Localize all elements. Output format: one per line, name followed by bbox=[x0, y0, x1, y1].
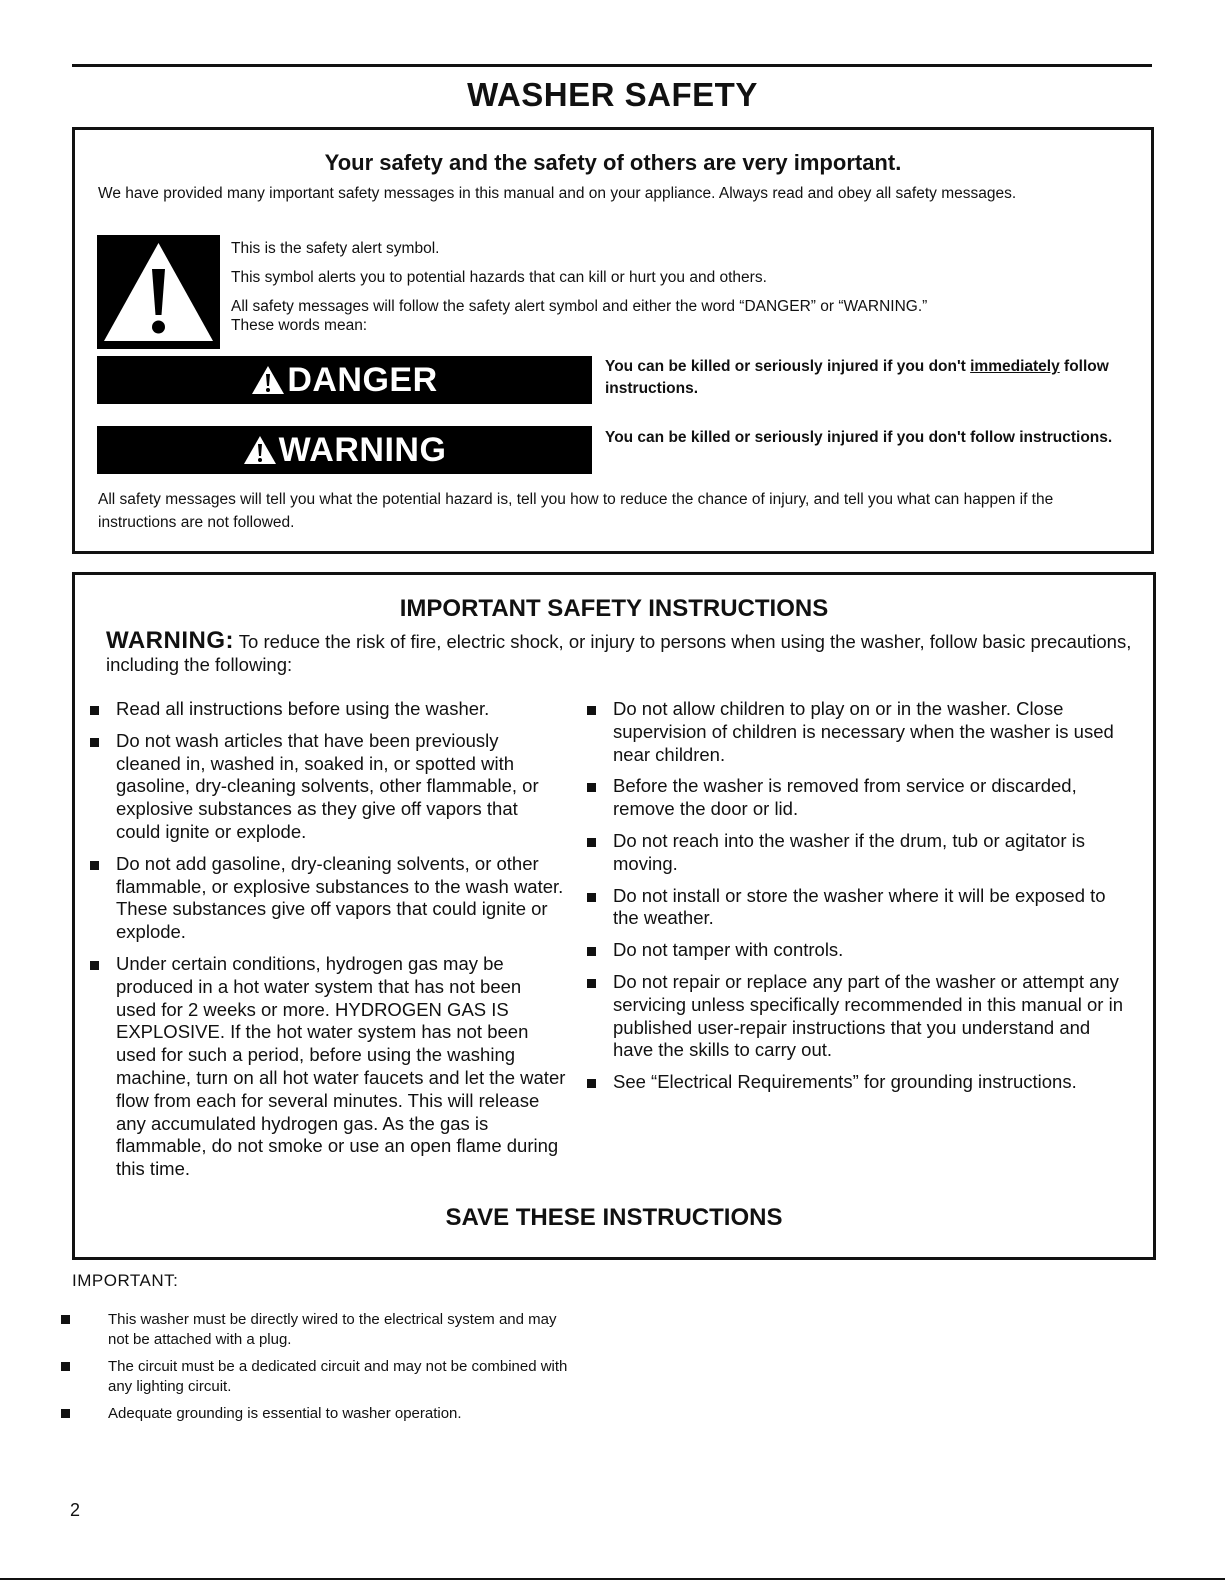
list-item bbox=[60, 1357, 580, 1397]
page-number: 2 bbox=[70, 1500, 81, 1520]
important-notes-list bbox=[60, 1310, 580, 1431]
bullet-square-icon bbox=[587, 979, 596, 988]
list-item-text: Before the washer is removed from service or discarded, remove the door or lid. bbox=[613, 775, 1077, 820]
warning-intro bbox=[106, 629, 1136, 676]
danger-text-part: follow instructions. bbox=[605, 358, 1109, 397]
bullet-square-icon bbox=[587, 947, 596, 956]
bullet-square-icon bbox=[587, 706, 596, 715]
safety-messages-footer: All safety messages will tell you what the potential hazard is, tell you how to reduce the chance of injury, and tell you what can happen if the instructions are not followed. bbox=[98, 491, 1054, 531]
list-item bbox=[585, 698, 1125, 766]
danger-definition bbox=[605, 356, 1130, 400]
danger-text-emphasis: immediately bbox=[970, 358, 1060, 375]
list-item bbox=[585, 775, 1125, 821]
bullet-square-icon bbox=[61, 1409, 70, 1418]
warning-label: WARNING bbox=[278, 430, 447, 469]
danger-signal-bar bbox=[97, 356, 592, 404]
list-item-text: Do not add gasoline, dry-cleaning solvents, or other flammable, or explosive substances to the wash water. These substances give off vapors that could ignite or explode. bbox=[116, 852, 564, 943]
bullet-square-icon bbox=[61, 1315, 70, 1324]
warning-intro-label: WARNING: bbox=[106, 627, 234, 654]
list-item-text: Do not repair or replace any part of the washer or attempt any servicing unless specifically recommended in this manual or in published user-repair instructions that you understand and have the skills to carry out. bbox=[613, 970, 1124, 1061]
list-item-text: Read all instructions before using the washer. bbox=[116, 698, 490, 719]
safety-alert-symbol-icon bbox=[97, 235, 220, 349]
safety-intro-box bbox=[72, 127, 1154, 554]
danger-label: DANGER bbox=[287, 360, 438, 399]
warning-intro-text: To reduce the risk of fire, electric shock, or injury to persons when using the washer, follow basic precautions, including the following: bbox=[106, 631, 1132, 675]
instructions-right-column bbox=[585, 698, 1125, 1103]
warning-signal-bar bbox=[97, 426, 592, 474]
list-item bbox=[585, 830, 1125, 876]
list-item bbox=[585, 939, 1125, 962]
list-item-text: Do not wash articles that have been previously cleaned in, washed in, soaked in, or spotted with gasoline, dry-cleaning solvents, other flammable, or explosive substances as they give off vapors that could ignite or explode. bbox=[116, 729, 539, 842]
bullet-square-icon bbox=[90, 706, 99, 715]
list-item-text: See “Electrical Requirements” for grounding instructions. bbox=[613, 1071, 1077, 1093]
alert-line: This is the safety alert symbol. bbox=[231, 240, 440, 257]
bullet-square-icon bbox=[587, 838, 596, 847]
list-item bbox=[88, 853, 566, 944]
page-title: WASHER SAFETY bbox=[467, 76, 758, 113]
bullet-square-icon bbox=[587, 893, 596, 902]
danger-text-part: You can be killed or seriously injured if you don't bbox=[605, 358, 971, 375]
top-rule bbox=[72, 64, 1152, 67]
list-item bbox=[88, 730, 566, 844]
instructions-heading: IMPORTANT SAFETY INSTRUCTIONS bbox=[399, 595, 829, 622]
alert-line: These words mean: bbox=[231, 317, 368, 334]
safety-intro-text: We have provided many important safety messages in this manual and on your appliance. Always read and obey all safety messages. bbox=[98, 185, 1017, 202]
bullet-square-icon bbox=[61, 1362, 70, 1371]
list-item bbox=[585, 971, 1125, 1062]
bullet-square-icon bbox=[90, 861, 99, 870]
alert-line: All safety messages will follow the safety alert symbol and either the word “DANGER” or “WARNING.” bbox=[231, 298, 928, 315]
bullet-square-icon bbox=[90, 961, 99, 970]
list-item-text: Do not tamper with controls. bbox=[613, 939, 844, 961]
list-item-text: The circuit must be a dedicated circuit and may not be combined with any lighting circuit. bbox=[108, 1358, 568, 1395]
save-instructions-heading: SAVE THESE INSTRUCTIONS bbox=[445, 1204, 783, 1231]
list-item-text: This washer must be directly wired to the electrical system and may not be attached with a plug. bbox=[108, 1311, 557, 1348]
bullet-square-icon bbox=[587, 783, 596, 792]
instructions-left-column bbox=[88, 698, 566, 1190]
bullet-square-icon bbox=[587, 1079, 596, 1088]
list-item-text: Do not install or store the washer where it will be exposed to the weather. bbox=[613, 884, 1106, 929]
list-item-text: Do not reach into the washer if the drum, tub or agitator is moving. bbox=[613, 829, 1085, 874]
alert-symbol-explanation bbox=[231, 238, 1111, 344]
alert-line: This symbol alerts you to potential hazards that can kill or hurt you and others. bbox=[231, 269, 767, 286]
list-item bbox=[585, 1071, 1125, 1094]
list-item bbox=[88, 698, 566, 721]
list-item-text: Adequate grounding is essential to washer operation. bbox=[108, 1405, 462, 1422]
bullet-square-icon bbox=[90, 738, 99, 747]
list-item-text: Under certain conditions, hydrogen gas may be produced in a hot water system that has not been used for 2 weeks or more. HYDROGEN GAS IS EXPLOSIVE. If the hot water system has not been used for such a period, before using the washing machine, turn on all hot water faucets and let the water flow from each for several minutes. This will release any accumulated hydrogen gas. As the gas is flammable, do not smoke or use an open flame during this time. bbox=[116, 952, 566, 1180]
list-item bbox=[60, 1404, 580, 1424]
warning-alert-icon bbox=[243, 435, 277, 465]
warning-definition: You can be killed or seriously injured if you don't follow instructions. bbox=[605, 429, 1113, 446]
list-item bbox=[88, 953, 566, 1181]
list-item bbox=[60, 1310, 580, 1350]
danger-alert-icon bbox=[251, 365, 285, 395]
list-item bbox=[585, 885, 1125, 931]
bottom-rule bbox=[0, 1578, 1225, 1580]
important-label: IMPORTANT: bbox=[72, 1271, 179, 1290]
important-safety-instructions-box bbox=[72, 572, 1156, 1260]
list-item-text: Do not allow children to play on or in the washer. Close supervision of children is necessary when the washer is used near children. bbox=[613, 698, 1114, 765]
safety-heading: Your safety and the safety of others are very important. bbox=[324, 150, 902, 175]
